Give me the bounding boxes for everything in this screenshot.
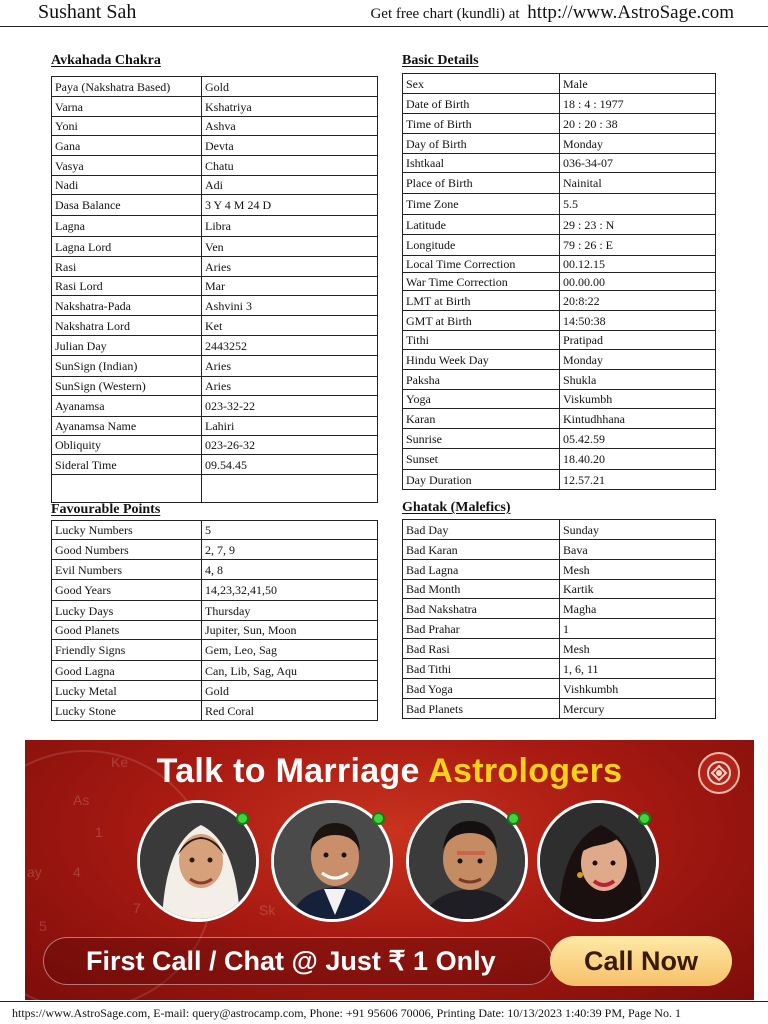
row-label: Good Planets bbox=[52, 621, 202, 640]
online-status-icon bbox=[638, 812, 651, 825]
row-label: War Time Correction bbox=[403, 273, 560, 291]
row-label: Date of Birth bbox=[403, 94, 560, 114]
watermark-label: As bbox=[73, 792, 90, 808]
table-row bbox=[403, 540, 716, 560]
row-label: Bad Day bbox=[403, 520, 560, 540]
row-value: 20:8:22 bbox=[560, 291, 716, 311]
row-label: Lagna bbox=[52, 216, 202, 237]
empty-cell bbox=[52, 475, 202, 503]
row-value: Viskumbh bbox=[560, 390, 716, 409]
table-row bbox=[52, 417, 378, 436]
row-value: Libra bbox=[202, 216, 378, 237]
row-value: Vishkumbh bbox=[560, 679, 716, 699]
row-label: Bad Lagna bbox=[403, 560, 560, 580]
table-row bbox=[52, 277, 378, 296]
table-row bbox=[52, 521, 378, 540]
row-value: Ashva bbox=[202, 117, 378, 136]
row-value: 29 : 23 : N bbox=[560, 215, 716, 235]
table-row bbox=[403, 679, 716, 699]
table-row bbox=[403, 273, 716, 291]
row-label: Bad Planets bbox=[403, 699, 560, 719]
row-label: Longitude bbox=[403, 235, 560, 256]
row-value: 18 : 4 : 1977 bbox=[560, 94, 716, 114]
row-value: Chatu bbox=[202, 156, 378, 176]
row-label: Day Duration bbox=[403, 470, 560, 490]
promo-line bbox=[370, 2, 734, 24]
watermark-label: 1 bbox=[95, 824, 103, 840]
table-row bbox=[403, 659, 716, 679]
banner-headline bbox=[25, 752, 754, 791]
table-row bbox=[52, 436, 378, 455]
row-value: Monday bbox=[560, 350, 716, 370]
table-row bbox=[52, 356, 378, 377]
row-value: Male bbox=[560, 74, 716, 94]
row-value: 023-32-22 bbox=[202, 396, 378, 417]
table-row bbox=[403, 194, 716, 215]
row-label: Friendly Signs bbox=[52, 640, 202, 661]
row-label: Bad Tithi bbox=[403, 659, 560, 679]
row-value: Devta bbox=[202, 136, 378, 156]
table-row-empty bbox=[52, 475, 378, 503]
row-value: Adi bbox=[202, 176, 378, 195]
row-value: Ven bbox=[202, 237, 378, 257]
empty-cell bbox=[202, 475, 378, 503]
row-label: Local Time Correction bbox=[403, 256, 560, 273]
table-row bbox=[52, 377, 378, 396]
row-value: 20 : 20 : 38 bbox=[560, 114, 716, 134]
table-row bbox=[403, 94, 716, 114]
table-row bbox=[403, 256, 716, 273]
row-value: 1 bbox=[560, 619, 716, 639]
row-value: 09.54.45 bbox=[202, 455, 378, 475]
row-value: Magha bbox=[560, 599, 716, 619]
row-label: Paksha bbox=[403, 370, 560, 390]
person-name: Sushant Sah bbox=[38, 1, 137, 23]
row-label: Lucky Days bbox=[52, 601, 202, 621]
row-label: Sideral Time bbox=[52, 455, 202, 475]
row-label: Bad Nakshatra bbox=[403, 599, 560, 619]
row-value: Pratipad bbox=[560, 331, 716, 350]
row-label: Rasi Lord bbox=[52, 277, 202, 296]
table-row bbox=[52, 316, 378, 336]
ghatak-title: Ghatak (Malefics) bbox=[402, 500, 511, 515]
row-label: Bad Rasi bbox=[403, 639, 560, 659]
avkahada-table bbox=[51, 76, 378, 503]
row-value: 5.5 bbox=[560, 194, 716, 215]
table-row bbox=[403, 331, 716, 350]
row-value: Red Coral bbox=[202, 701, 378, 721]
row-value: Aries bbox=[202, 377, 378, 396]
row-label: Place of Birth bbox=[403, 173, 560, 194]
table-row bbox=[52, 540, 378, 560]
table-row bbox=[52, 176, 378, 195]
row-value: 00.00.00 bbox=[560, 273, 716, 291]
table-row bbox=[403, 74, 716, 94]
row-value: 79 : 26 : E bbox=[560, 235, 716, 256]
row-value: Ket bbox=[202, 316, 378, 336]
table-row bbox=[403, 580, 716, 599]
watermark-label: ay bbox=[27, 864, 42, 880]
row-value: 14,23,32,41,50 bbox=[202, 580, 378, 601]
row-label: Dasa Balance bbox=[52, 195, 202, 216]
row-value: 5 bbox=[202, 521, 378, 540]
avkahada-title: Avkahada Chakra bbox=[51, 53, 161, 68]
row-value: Shukla bbox=[560, 370, 716, 390]
row-value: 4, 8 bbox=[202, 560, 378, 580]
table-row bbox=[403, 390, 716, 409]
row-value: Gem, Leo, Sag bbox=[202, 640, 378, 661]
row-value: Jupiter, Sun, Moon bbox=[202, 621, 378, 640]
table-row bbox=[52, 156, 378, 176]
row-value: 05.42.59 bbox=[560, 429, 716, 449]
row-label: Ayanamsa Name bbox=[52, 417, 202, 436]
table-row bbox=[403, 449, 716, 470]
table-row bbox=[52, 601, 378, 621]
row-label: Time Zone bbox=[403, 194, 560, 215]
row-value: Kartik bbox=[560, 580, 716, 599]
table-row bbox=[52, 681, 378, 701]
ghatak-table bbox=[402, 519, 716, 719]
row-label: GMT at Birth bbox=[403, 311, 560, 331]
promo-text: Get free chart (kundli) at bbox=[370, 6, 520, 22]
table-row bbox=[403, 215, 716, 235]
table-row bbox=[403, 370, 716, 390]
basic-details-table bbox=[402, 73, 716, 490]
page-header bbox=[0, 0, 768, 27]
row-value: Sunday bbox=[560, 520, 716, 540]
table-row bbox=[52, 580, 378, 601]
table-row bbox=[52, 296, 378, 316]
marriage-astrologers-banner[interactable] bbox=[25, 740, 754, 1000]
row-label: Lagna Lord bbox=[52, 237, 202, 257]
table-row bbox=[52, 237, 378, 257]
table-row bbox=[403, 560, 716, 580]
watermark-label: 4 bbox=[73, 864, 81, 880]
table-row bbox=[52, 336, 378, 356]
row-value: 2, 7, 9 bbox=[202, 540, 378, 560]
row-label: Tithi bbox=[403, 331, 560, 350]
table-row bbox=[403, 599, 716, 619]
table-row bbox=[52, 97, 378, 117]
table-row bbox=[403, 154, 716, 173]
row-value: Gold bbox=[202, 77, 378, 97]
table-row bbox=[403, 134, 716, 154]
table-row bbox=[52, 195, 378, 216]
watermark-label: 5 bbox=[39, 918, 47, 934]
row-label: Sex bbox=[403, 74, 560, 94]
row-value: 14:50:38 bbox=[560, 311, 716, 331]
table-row bbox=[52, 560, 378, 580]
row-label: Nadi bbox=[52, 176, 202, 195]
row-label: Paya (Nakshatra Based) bbox=[52, 77, 202, 97]
table-row bbox=[52, 661, 378, 681]
table-row bbox=[52, 77, 378, 97]
table-row bbox=[52, 621, 378, 640]
row-value: Lahiri bbox=[202, 417, 378, 436]
table-row bbox=[403, 114, 716, 134]
row-label: Lucky Metal bbox=[52, 681, 202, 701]
row-label: Latitude bbox=[403, 215, 560, 235]
row-label: Vasya bbox=[52, 156, 202, 176]
row-value: Mercury bbox=[560, 699, 716, 719]
row-label: Bad Prahar bbox=[403, 619, 560, 639]
row-label: Good Numbers bbox=[52, 540, 202, 560]
row-label: Good Years bbox=[52, 580, 202, 601]
table-row bbox=[403, 639, 716, 659]
online-status-icon bbox=[236, 812, 249, 825]
table-row bbox=[52, 455, 378, 475]
row-value: 12.57.21 bbox=[560, 470, 716, 490]
row-value: Can, Lib, Sag, Aqu bbox=[202, 661, 378, 681]
online-status-icon bbox=[372, 812, 385, 825]
footer-text: https://www.AstroSage.com, E-mail: query@astrocamp.com, Phone: +91 95606 70006, Printing Date: 10/13/2023 1:40:39 PM, Page No. 1 bbox=[12, 1006, 681, 1020]
table-row bbox=[403, 350, 716, 370]
row-label: Ishtkaal bbox=[403, 154, 560, 173]
watermark-label: 7 bbox=[133, 900, 141, 916]
row-value: 00.12.15 bbox=[560, 256, 716, 273]
row-value: Aries bbox=[202, 356, 378, 377]
call-now-button[interactable]: Call Now bbox=[550, 936, 732, 986]
headline-highlight: Astrologers bbox=[428, 752, 623, 790]
row-value: Aries bbox=[202, 257, 378, 277]
row-label: Time of Birth bbox=[403, 114, 560, 134]
row-value: Gold bbox=[202, 681, 378, 701]
table-row bbox=[52, 136, 378, 156]
basic-details-title: Basic Details bbox=[402, 53, 479, 68]
table-row bbox=[403, 173, 716, 194]
table-row bbox=[52, 396, 378, 417]
row-value: Mesh bbox=[560, 560, 716, 580]
row-label: Karan bbox=[403, 409, 560, 429]
row-label: Nakshatra-Pada bbox=[52, 296, 202, 316]
row-value: Kshatriya bbox=[202, 97, 378, 117]
table-row bbox=[403, 429, 716, 449]
row-label: Lucky Numbers bbox=[52, 521, 202, 540]
row-value: Mesh bbox=[560, 639, 716, 659]
row-label: Yoga bbox=[403, 390, 560, 409]
row-label: LMT at Birth bbox=[403, 291, 560, 311]
row-label: Nakshatra Lord bbox=[52, 316, 202, 336]
row-label: Varna bbox=[52, 97, 202, 117]
table-row bbox=[52, 640, 378, 661]
table-row bbox=[403, 409, 716, 429]
table-row bbox=[52, 216, 378, 237]
first-call-offer: First Call / Chat @ Just ₹ 1 Only bbox=[43, 937, 553, 985]
row-value: 2443252 bbox=[202, 336, 378, 356]
row-value: Kintudhhana bbox=[560, 409, 716, 429]
row-label: Hindu Week Day bbox=[403, 350, 560, 370]
row-value: 1, 6, 11 bbox=[560, 659, 716, 679]
table-row bbox=[52, 701, 378, 721]
online-status-icon bbox=[507, 812, 520, 825]
astrosage-logo-icon bbox=[698, 752, 740, 794]
row-label: Bad Month bbox=[403, 580, 560, 599]
row-label: Yoni bbox=[52, 117, 202, 136]
table-row bbox=[403, 520, 716, 540]
headline-text: Talk to Marriage bbox=[156, 752, 420, 790]
row-label: Julian Day bbox=[52, 336, 202, 356]
watermark-label: Sk bbox=[259, 902, 276, 918]
row-label: Obliquity bbox=[52, 436, 202, 455]
table-row bbox=[403, 619, 716, 639]
row-value: Thursday bbox=[202, 601, 378, 621]
row-value: Mar bbox=[202, 277, 378, 296]
favourable-title: Favourable Points bbox=[51, 502, 161, 517]
row-value: 023-26-32 bbox=[202, 436, 378, 455]
row-value: 18.40.20 bbox=[560, 449, 716, 470]
table-row bbox=[403, 235, 716, 256]
row-value: 036-34-07 bbox=[560, 154, 716, 173]
row-label: Evil Numbers bbox=[52, 560, 202, 580]
row-label: Sunset bbox=[403, 449, 560, 470]
row-label: Good Lagna bbox=[52, 661, 202, 681]
page-footer bbox=[0, 1001, 768, 1024]
row-value: Monday bbox=[560, 134, 716, 154]
watermark-label: Ke bbox=[111, 754, 129, 770]
row-label: Bad Yoga bbox=[403, 679, 560, 699]
row-label: Day of Birth bbox=[403, 134, 560, 154]
row-label: Gana bbox=[52, 136, 202, 156]
row-value: 3 Y 4 M 24 D bbox=[202, 195, 378, 216]
row-value: Ashvini 3 bbox=[202, 296, 378, 316]
row-label: SunSign (Western) bbox=[52, 377, 202, 396]
table-row bbox=[403, 311, 716, 331]
row-label: SunSign (Indian) bbox=[52, 356, 202, 377]
table-row bbox=[403, 470, 716, 490]
table-row bbox=[52, 257, 378, 277]
table-row bbox=[403, 699, 716, 719]
row-label: Ayanamsa bbox=[52, 396, 202, 417]
row-value: Nainital bbox=[560, 173, 716, 194]
row-value: Bava bbox=[560, 540, 716, 560]
promo-url-link[interactable]: http://www.AstroSage.com bbox=[527, 2, 734, 23]
row-label: Lucky Stone bbox=[52, 701, 202, 721]
favourable-table bbox=[51, 520, 378, 721]
row-label: Rasi bbox=[52, 257, 202, 277]
table-row bbox=[52, 117, 378, 136]
row-label: Sunrise bbox=[403, 429, 560, 449]
table-row bbox=[403, 291, 716, 311]
row-label: Bad Karan bbox=[403, 540, 560, 560]
